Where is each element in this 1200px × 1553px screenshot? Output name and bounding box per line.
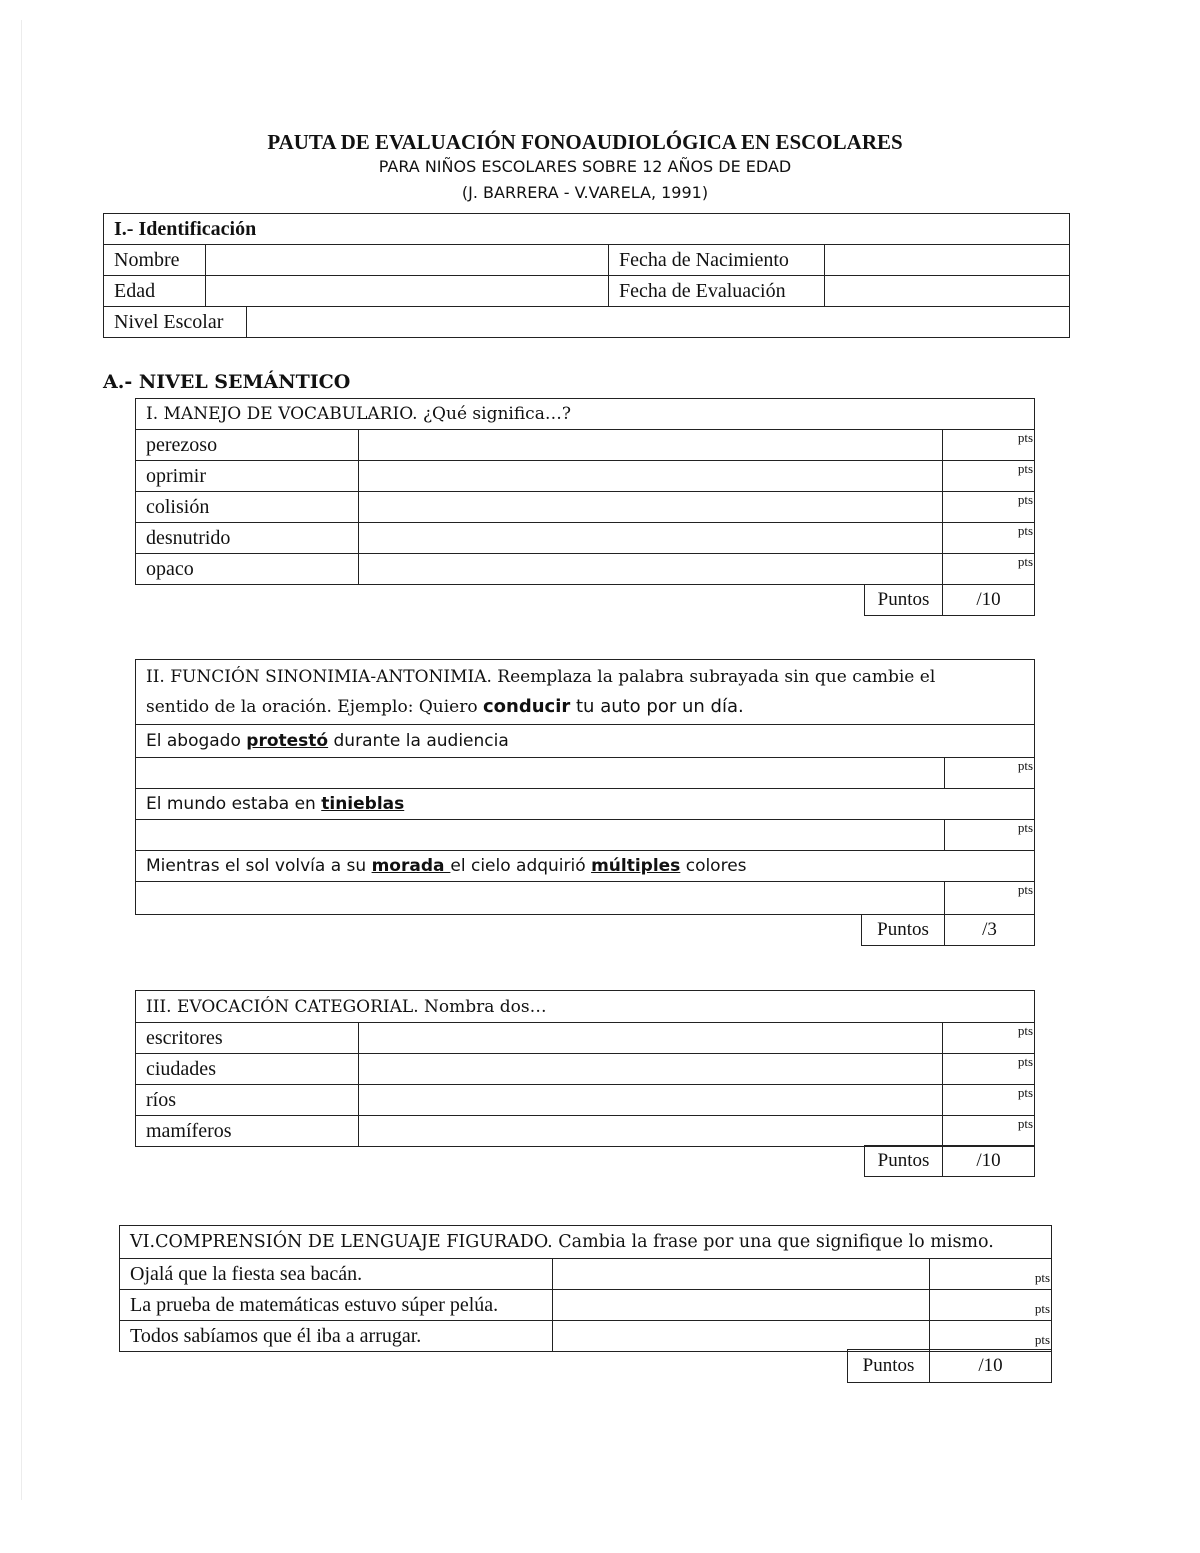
vocab-word: colisión (136, 492, 359, 523)
section-a-heading: A.- NIVEL SEMÁNTICO (103, 371, 351, 393)
phrase-answer-field[interactable] (553, 1259, 930, 1290)
page-edge-line (21, 20, 22, 1500)
underlined-word: múltiples (591, 856, 681, 876)
pts-field[interactable]: pts (930, 1259, 1052, 1290)
sentence-1 (136, 725, 1035, 758)
puntos-total: /10 (943, 585, 1035, 616)
pts-field[interactable]: pts (930, 1290, 1052, 1321)
figurado-table (119, 1225, 1052, 1352)
pts-field[interactable]: pts (943, 461, 1035, 492)
vocabulario-title: I. MANEJO DE VOCABULARIO. ¿Qué significa…? (136, 399, 1035, 430)
edad-field[interactable] (206, 276, 609, 307)
pts-field[interactable]: pts (945, 820, 1035, 851)
phrase-label: Todos sabíamos que él iba a arrugar. (120, 1321, 553, 1352)
sinonimia-title-line1: II. FUNCIÓN SINONIMIA-ANTONIMIA. Reemplaza la palabra subrayada sin que cambie el (146, 667, 936, 687)
identificacion-table (103, 213, 1070, 338)
vocab-word: desnutrido (136, 523, 359, 554)
underlined-word: protestó (246, 731, 329, 751)
evocacion-table (135, 990, 1035, 1147)
puntos-label: Puntos (865, 585, 943, 616)
pts-field[interactable]: pts (945, 882, 1035, 915)
sentence-text: colores (680, 856, 747, 876)
nombre-field[interactable] (206, 245, 609, 276)
sinonimia-score (861, 914, 1035, 946)
vocab-word: opaco (136, 554, 359, 585)
nivel-escolar-label: Nivel Escolar (104, 307, 247, 338)
sentence-2 (136, 789, 1035, 820)
vocabulario-score (864, 584, 1035, 616)
evocacion-score (864, 1145, 1035, 1177)
fecha-evaluacion-field[interactable] (825, 276, 1070, 307)
pts-field[interactable]: pts (943, 430, 1035, 461)
phrase-answer-field[interactable] (553, 1321, 930, 1352)
evocacion-title: III. EVOCACIÓN CATEGORIAL. Nombra dos… (136, 991, 1035, 1023)
vocab-answer-field[interactable] (359, 554, 943, 585)
underlined-word: tinieblas (321, 794, 405, 814)
category-label: escritores (136, 1023, 359, 1054)
pts-field[interactable]: pts (930, 1321, 1052, 1352)
sentence-3 (136, 851, 1035, 882)
vocab-answer-field[interactable] (359, 492, 943, 523)
document-subtitle: PARA NIÑOS ESCOLARES SOBRE 12 AÑOS DE EDAD (378, 157, 792, 176)
nivel-escolar-field[interactable] (247, 307, 1070, 338)
puntos-label: Puntos (862, 915, 945, 946)
nombre-label: Nombre (104, 245, 206, 276)
vocab-answer-field[interactable] (359, 461, 943, 492)
edad-label: Edad (104, 276, 206, 307)
category-answer-field[interactable] (359, 1116, 943, 1147)
pts-field[interactable]: pts (943, 1023, 1035, 1054)
answer-field[interactable] (136, 820, 945, 851)
sinonimia-title (136, 660, 1035, 725)
figurado-title: VI.COMPRENSIÓN DE LENGUAJE FIGURADO. Cambia la frase por una que signifique lo mismo. (120, 1226, 1052, 1259)
example-word: conducir (483, 696, 571, 717)
sentence-text: Mientras el sol volvía a su (146, 856, 372, 876)
vocab-word: oprimir (136, 461, 359, 492)
sentence-text: durante la audiencia (328, 731, 509, 751)
vocab-word: perezoso (136, 430, 359, 461)
answer-field[interactable] (136, 758, 945, 789)
puntos-label: Puntos (848, 1350, 930, 1383)
sinonimia-title-line2: sentido de la oración. Ejemplo: Quiero (146, 697, 483, 717)
pts-field[interactable]: pts (945, 758, 1035, 789)
document-authors: (J. BARRERA - V.VARELA, 1991) (461, 183, 709, 202)
sinonimia-title-line2-end: tu auto por un día. (570, 696, 744, 717)
fecha-nacimiento-label: Fecha de Nacimiento (609, 245, 825, 276)
pts-field[interactable]: pts (943, 492, 1035, 523)
pts-field[interactable]: pts (943, 554, 1035, 585)
sentence-text: El abogado (146, 731, 247, 751)
document-title: PAUTA DE EVALUACIÓN FONOAUDIOLÓGICA EN ESCOLARES (267, 130, 903, 154)
fecha-nacimiento-field[interactable] (825, 245, 1070, 276)
phrase-answer-field[interactable] (553, 1290, 930, 1321)
figurado-score (847, 1349, 1052, 1383)
answer-field[interactable] (136, 882, 945, 915)
pts-field[interactable]: pts (943, 523, 1035, 554)
pts-field[interactable]: pts (943, 1054, 1035, 1085)
vocab-answer-field[interactable] (359, 523, 943, 554)
underlined-word: morada (371, 856, 451, 876)
phrase-label: La prueba de matemáticas estuvo súper pelúa. (120, 1290, 553, 1321)
identificacion-title: I.- Identificación (104, 214, 1070, 245)
category-label: mamíferos (136, 1116, 359, 1147)
sentence-text: el cielo adquirió (450, 856, 592, 876)
puntos-total: /10 (930, 1350, 1052, 1383)
sinonimia-table (135, 659, 1035, 915)
fecha-evaluacion-label: Fecha de Evaluación (609, 276, 825, 307)
vocab-answer-field[interactable] (359, 430, 943, 461)
category-label: ríos (136, 1085, 359, 1116)
sentence-text: El mundo estaba en (146, 794, 322, 814)
category-answer-field[interactable] (359, 1085, 943, 1116)
puntos-total: /10 (943, 1146, 1035, 1177)
puntos-total: /3 (945, 915, 1035, 946)
pts-field[interactable]: pts (943, 1085, 1035, 1116)
puntos-label: Puntos (865, 1146, 943, 1177)
phrase-label: Ojalá que la fiesta sea bacán. (120, 1259, 553, 1290)
category-answer-field[interactable] (359, 1054, 943, 1085)
category-answer-field[interactable] (359, 1023, 943, 1054)
pts-field[interactable]: pts (943, 1116, 1035, 1147)
vocabulario-table (135, 398, 1035, 585)
category-label: ciudades (136, 1054, 359, 1085)
